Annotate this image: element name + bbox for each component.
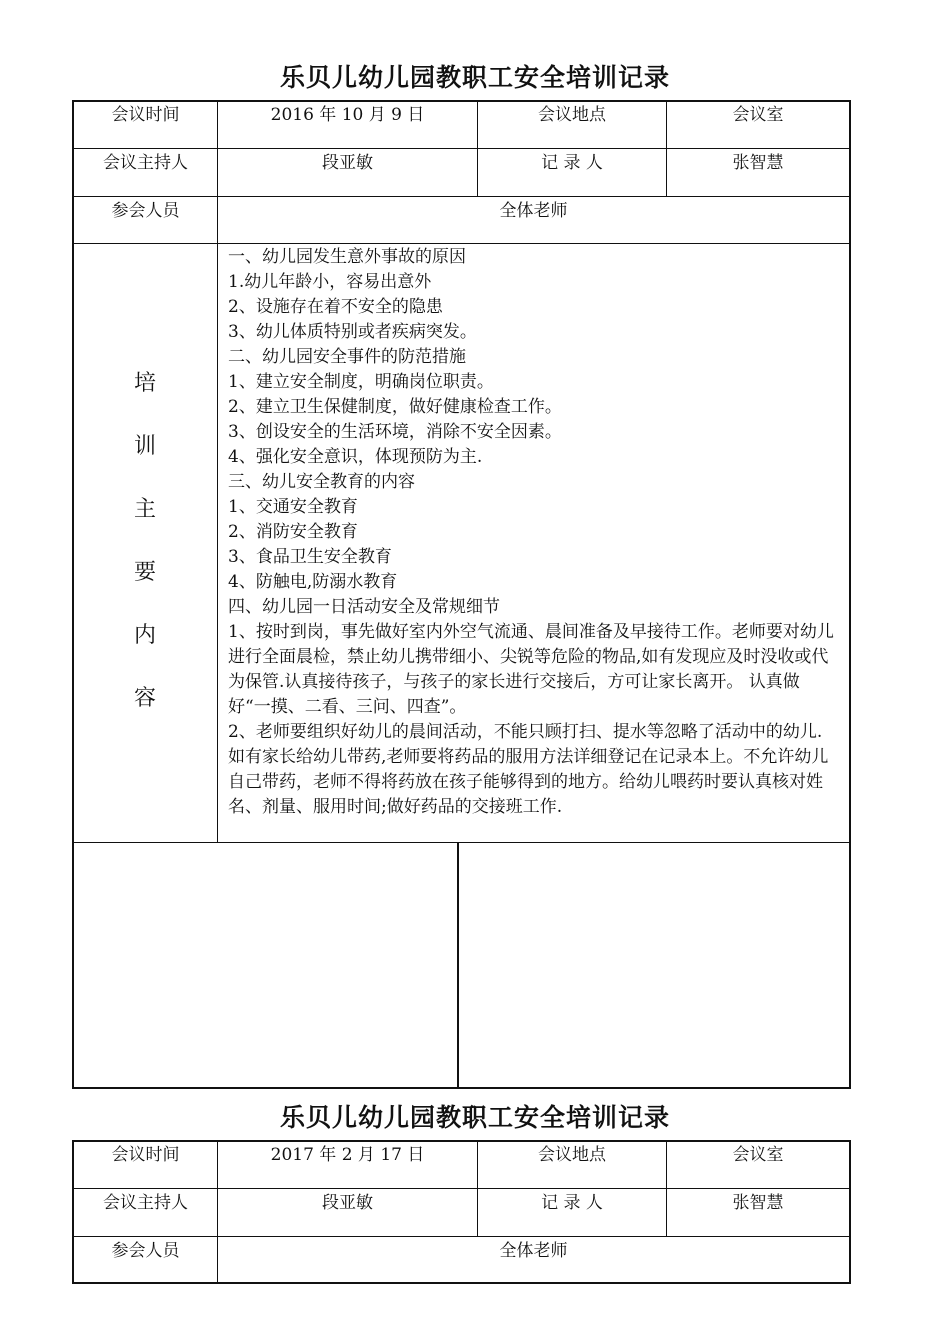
- host-value: 段亚敏: [322, 1193, 373, 1213]
- recorder-value: 张智慧: [732, 153, 784, 173]
- attendees-label: 参会人员: [111, 201, 180, 221]
- meeting-place-label: 会议地点: [538, 105, 606, 125]
- recorder-label: 记 录 人: [541, 153, 603, 173]
- content-label-char: 容: [133, 686, 156, 711]
- content-line: 一、幼儿园发生意外事故的原因: [228, 247, 466, 267]
- content-label-char: 内: [133, 623, 156, 648]
- attendees-label: 参会人员: [111, 1241, 180, 1261]
- host-label: 会议主持人: [103, 1193, 188, 1213]
- signature-area-left: [74, 843, 457, 1087]
- meeting-time-label: 会议时间: [111, 105, 180, 125]
- content-label-char: 训: [133, 434, 156, 459]
- content-label-char: 培: [133, 371, 156, 396]
- content-line: 三、幼儿安全教育的内容: [228, 472, 415, 492]
- content-paragraph: 2、老师要组织好幼儿的晨间活动，不能只顾打扫、提水等忽略了活动中的幼儿.: [228, 722, 823, 742]
- meeting-place-value: 会议室: [732, 105, 784, 125]
- content-label-char: 主: [133, 497, 156, 522]
- content-line: 2、消防安全教育: [228, 522, 358, 542]
- host-value: 段亚敏: [322, 153, 373, 173]
- meeting-time-value: 2016 年 10 月 9 日: [270, 105, 425, 125]
- content-line: 二、幼儿园安全事件的防范措施: [228, 347, 466, 367]
- content-label-char: 要: [133, 560, 156, 585]
- attendees-value: 全体老师: [499, 201, 568, 221]
- meeting-place-value: 会议室: [732, 1145, 784, 1165]
- content-line: 2、设施存在着不安全的隐患: [228, 297, 443, 317]
- content-line: 1、交通安全教育: [228, 497, 358, 517]
- record-2-title: 乐贝儿幼儿园教职工安全培训记录: [279, 1103, 670, 1132]
- record-1-title: 乐贝儿幼儿园教职工安全培训记录: [279, 63, 670, 92]
- recorder-label: 记 录 人: [541, 1193, 603, 1213]
- recorder-value: 张智慧: [732, 1193, 784, 1213]
- content-line: 3、食品卫生安全教育: [228, 547, 392, 567]
- host-label: 会议主持人: [103, 153, 188, 173]
- meeting-time-label: 会议时间: [111, 1145, 180, 1165]
- content-line: 1、建立安全制度，明确岗位职责。: [228, 372, 494, 392]
- signature-area-right: [459, 843, 849, 1087]
- content-paragraph: 1、按时到岗，事先做好室内外空气流通、晨间准备及早接待工作。老师要对幼儿进行全面晨检，禁止幼儿携带细小、尖锐等危险的物品,如有发现应及时没收或代为保管.认真接待孩子，与孩子的家长进行交接后，方可让家长离开。 认真做好“一摸、二看、三问、四查”。: [228, 622, 834, 717]
- content-line: 4、强化安全意识，体现预防为主.: [228, 447, 483, 467]
- content-line: 4、防触电,防溺水教育: [228, 572, 398, 592]
- content-line: 3、幼儿体质特别或者疾病突发。: [228, 322, 477, 342]
- content-line: 四、幼儿园一日活动安全及常规细节: [228, 597, 500, 617]
- content-paragraph: 如有家长给幼儿带药,老师要将药品的服用方法详细登记在记录本上。不允许幼儿自己带药，老师不得将药放在孩子能够得到的地方。给幼儿喂药时要认真核对姓名、剂量、服用时间;做好药品的交接班工作.: [228, 747, 829, 817]
- training-content: [228, 245, 840, 820]
- attendees-value: 全体老师: [499, 1241, 568, 1261]
- meeting-time-value: 2017 年 2 月 17 日: [270, 1145, 425, 1165]
- content-line: 3、创设安全的生活环境，消除不安全因素。: [228, 422, 562, 442]
- meeting-place-label: 会议地点: [538, 1145, 606, 1165]
- content-line: 2、建立卫生保健制度，做好健康检查工作。: [228, 397, 562, 417]
- content-line: 1.幼儿年龄小，容易出意外: [228, 272, 432, 292]
